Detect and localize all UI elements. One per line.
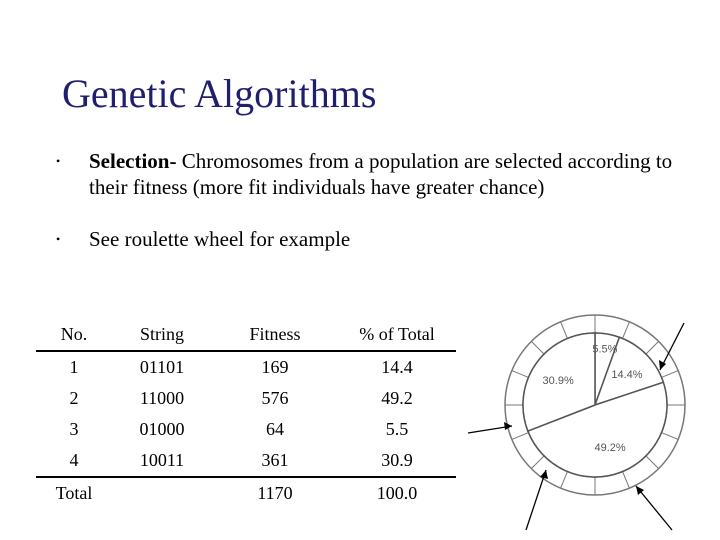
roulette-wheel-chart xyxy=(460,300,700,540)
table-cell: 49.2 xyxy=(381,388,413,408)
table-cell: 01000 xyxy=(139,419,185,439)
wheel-tick xyxy=(531,456,544,469)
table-cell: 361 xyxy=(261,450,289,470)
bullet-item-selection xyxy=(56,148,676,200)
bullet-bold-term: Selection- xyxy=(89,149,177,173)
pie-label-1: 14.4% xyxy=(611,368,643,381)
wheel-tick xyxy=(531,341,544,354)
table-cell xyxy=(112,477,212,509)
column-header: Fitness xyxy=(249,323,301,344)
wheel-tick xyxy=(623,472,630,489)
pie-label-3: 5.5% xyxy=(592,343,618,356)
table-cell: 5.5 xyxy=(385,419,409,439)
table-cell: 14.4 xyxy=(381,357,413,377)
fitness-table xyxy=(36,318,456,509)
table-cell: 100.0 xyxy=(376,483,418,503)
table-cell: 10011 xyxy=(139,450,185,470)
wheel-tick xyxy=(662,433,679,440)
pie-label-4: 30.9% xyxy=(542,374,574,387)
table-cell: 4 xyxy=(69,450,79,470)
arrow-left xyxy=(468,422,512,433)
table-cell: 01101 xyxy=(139,357,185,377)
table-total-row xyxy=(36,477,456,509)
table-cell: 576 xyxy=(261,388,289,408)
table-row xyxy=(36,383,456,414)
wheel-tick xyxy=(646,341,659,354)
table-cell: 30.9 xyxy=(381,450,413,470)
bullet-item-roulette xyxy=(56,226,676,252)
table-cell: 11000 xyxy=(139,388,185,408)
bullet-dot-icon: • xyxy=(56,232,61,246)
table-header-row xyxy=(36,318,456,351)
wheel-tick xyxy=(561,472,568,489)
bullet-text xyxy=(89,148,676,200)
table-cell: Total xyxy=(55,483,93,503)
table-cell: 3 xyxy=(69,419,79,439)
wheel-tick xyxy=(623,322,630,339)
table-cell: 64 xyxy=(266,419,284,439)
pie-label-2: 49.2% xyxy=(594,442,626,455)
wheel-tick xyxy=(561,322,568,339)
column-header: No. xyxy=(60,323,88,344)
table-row xyxy=(36,445,456,477)
table-cell: 1 xyxy=(69,357,79,377)
column-header: % of Total xyxy=(359,323,435,344)
table-cell: 1170 xyxy=(257,483,293,503)
column-header: String xyxy=(139,323,184,344)
slide-title: Genetic Algorithms xyxy=(62,71,377,116)
wheel-tick xyxy=(512,433,529,440)
table-row xyxy=(36,351,456,383)
wheel-tick xyxy=(512,371,529,378)
bullet-body: Chromosomes from a population are selected according to their fitness (more fit individuals have greater chance) xyxy=(89,149,673,199)
wheel-tick xyxy=(646,456,659,469)
table-cell: 2 xyxy=(69,388,79,408)
table-cell: 169 xyxy=(261,357,289,377)
table-row xyxy=(36,414,456,445)
wheel-tick xyxy=(662,371,679,378)
bullet-text: See roulette wheel for example xyxy=(89,227,351,251)
bullet-list xyxy=(56,148,676,252)
arrow-bottom-right xyxy=(636,486,672,530)
bullet-dot-icon: • xyxy=(56,154,61,168)
